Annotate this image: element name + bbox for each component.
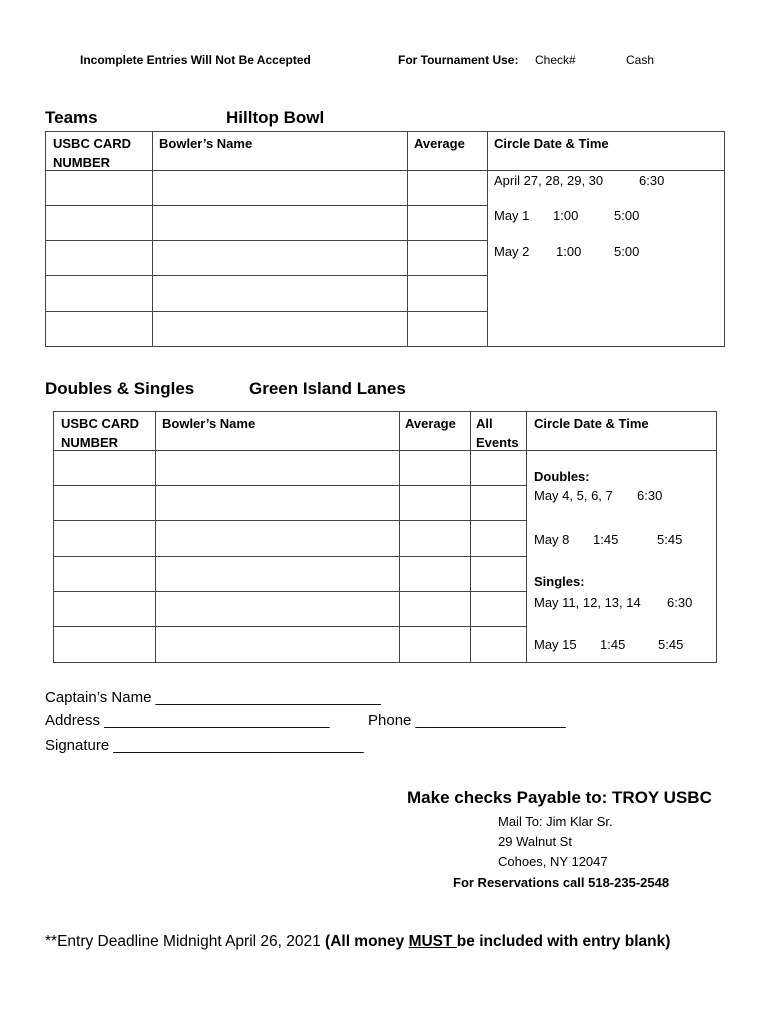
doubles-name-header: Bowler’s Name xyxy=(162,416,256,431)
teams-circle-header: Circle Date & Time xyxy=(494,136,609,151)
signature-field[interactable]: Signature ______________________________ xyxy=(45,737,364,754)
doubles-row-3[interactable] xyxy=(54,521,526,556)
teams-schedule-2-time1[interactable]: 1:00 xyxy=(553,208,579,223)
teams-title: Teams xyxy=(45,108,98,127)
tournament-use-label: For Tournament Use: xyxy=(398,53,519,67)
doubles-all-events-header: All Events xyxy=(476,416,519,450)
singles-label: Singles: xyxy=(534,574,585,589)
mail-street: 29 Walnut St xyxy=(498,834,572,849)
deadline-must: MUST xyxy=(408,933,457,950)
doubles-schedule-1-date[interactable]: May 4, 5, 6, 7 xyxy=(534,488,613,503)
doubles-venue: Green Island Lanes xyxy=(249,379,406,398)
singles-schedule-2-time1[interactable]: 1:45 xyxy=(600,637,626,652)
cash-label: Cash xyxy=(626,53,655,67)
teams-venue: Hilltop Bowl xyxy=(226,108,325,127)
teams-schedule-2-time2[interactable]: 5:00 xyxy=(614,208,640,223)
deadline-prefix: **Entry Deadline Midnight April 26, 2021 xyxy=(45,933,326,950)
teams-row-5[interactable] xyxy=(46,312,487,346)
address-field[interactable]: Address ___________________________ xyxy=(45,712,330,729)
doubles-row-4[interactable] xyxy=(54,557,526,591)
singles-schedule-2-date[interactable]: May 15 xyxy=(534,637,577,652)
doubles-schedule-2-time1[interactable]: 1:45 xyxy=(593,532,619,547)
teams-average-header: Average xyxy=(414,136,465,151)
doubles-schedule-2-date[interactable]: May 8 xyxy=(534,532,570,547)
teams-schedule-1-time1[interactable]: 6:30 xyxy=(639,173,665,188)
reservations-line: For Reservations call 518-235-2548 xyxy=(453,875,670,890)
teams-table xyxy=(45,131,725,347)
check-label: Check# xyxy=(535,53,576,67)
teams-schedule-1-date[interactable]: April 27, 28, 29, 30 xyxy=(494,173,604,188)
doubles-circle-header: Circle Date & Time xyxy=(534,416,649,431)
teams-row-3[interactable] xyxy=(46,241,487,275)
teams-schedule-2-date[interactable]: May 1 xyxy=(494,208,530,223)
payable-heading: Make checks Payable to: TROY USBC xyxy=(407,788,712,807)
teams-row-2[interactable] xyxy=(46,206,487,240)
doubles-schedule-2-time2[interactable]: 5:45 xyxy=(657,532,683,547)
entry-deadline xyxy=(45,933,670,951)
teams-schedule-3-date[interactable]: May 2 xyxy=(494,244,530,259)
incomplete-notice: Incomplete Entries Will Not Be Accepted xyxy=(80,53,311,67)
doubles-row-5[interactable] xyxy=(54,592,526,626)
mail-to: Mail To: Jim Klar Sr. xyxy=(498,814,613,829)
singles-schedule-1-date[interactable]: May 11, 12, 13, 14 xyxy=(534,595,641,610)
doubles-row-6[interactable] xyxy=(54,627,526,662)
phone-field[interactable]: Phone __________________ xyxy=(368,712,566,729)
singles-schedule-2-time2[interactable]: 5:45 xyxy=(658,637,684,652)
teams-name-header: Bowler’s Name xyxy=(159,136,253,151)
doubles-row-2[interactable] xyxy=(54,486,526,520)
doubles-card-header: USBC CARD NUMBER xyxy=(61,416,139,450)
teams-schedule-3-time2[interactable]: 5:00 xyxy=(614,244,640,259)
teams-card-header: USBC CARD NUMBER xyxy=(53,136,131,170)
doubles-row-1[interactable] xyxy=(54,451,526,485)
doubles-schedule-1-time1[interactable]: 6:30 xyxy=(637,488,663,503)
deadline-bold-1: (All money xyxy=(325,933,409,950)
teams-row-1[interactable] xyxy=(46,171,487,205)
doubles-table xyxy=(53,411,717,663)
teams-schedule-3-time1[interactable]: 1:00 xyxy=(556,244,582,259)
doubles-average-header: Average xyxy=(405,416,456,431)
teams-row-4[interactable] xyxy=(46,276,487,311)
deadline-bold-2: be included with entry blank) xyxy=(456,933,671,950)
singles-schedule-1-time1[interactable]: 6:30 xyxy=(667,595,693,610)
doubles-title: Doubles & Singles xyxy=(45,379,195,398)
mail-city: Cohoes, NY 12047 xyxy=(498,854,608,869)
doubles-label: Doubles: xyxy=(534,469,590,484)
captain-name-field[interactable]: Captain’s Name ___________________________ xyxy=(45,689,381,706)
